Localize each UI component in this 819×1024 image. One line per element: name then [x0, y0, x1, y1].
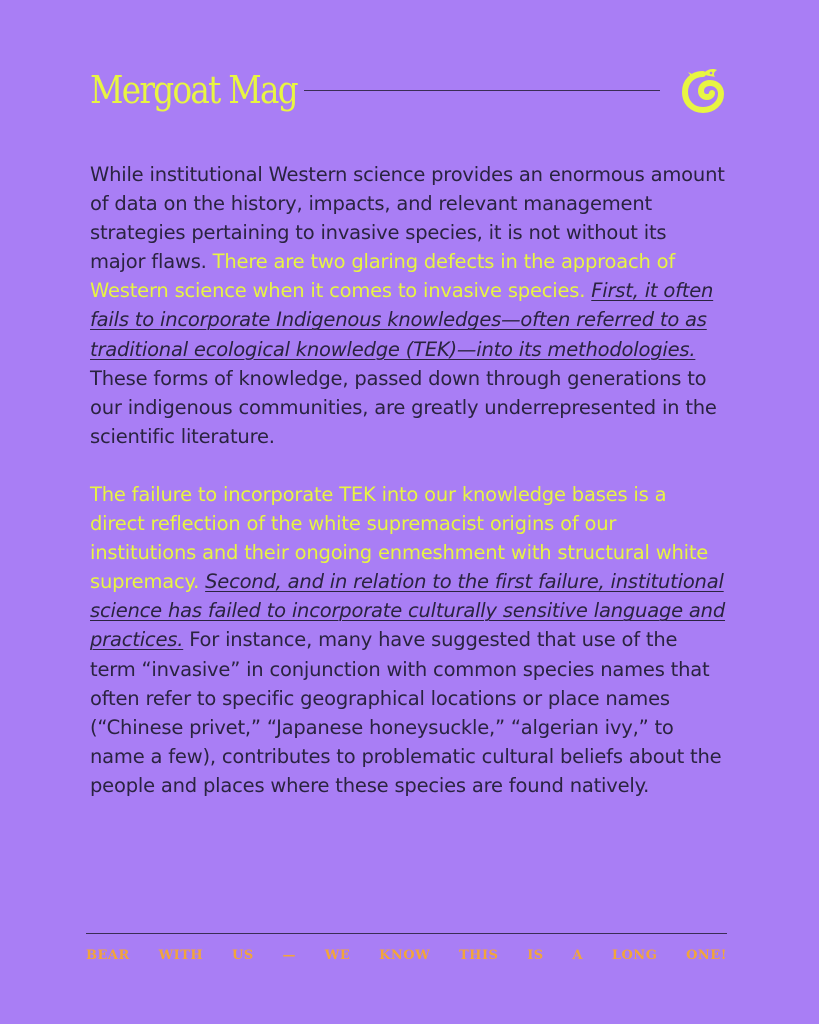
brand-title: Mergoat Mag — [90, 68, 297, 112]
tagline-word: ONE! — [686, 948, 727, 963]
text-highlight: The failure to incorporate TEK into our knowledge bases is a direct reflection of the white supremacist origins of our institutions and their ongoing enmeshment with structural white supremacy. — [90, 482, 709, 594]
text-highlight: There are two glaring defects in the approach of Western science when it comes to invasive species. — [90, 250, 676, 303]
tagline-word: LONG — [611, 948, 658, 963]
tagline-word: US — [232, 948, 254, 963]
tagline-word: — — [282, 948, 297, 963]
tagline-word: THIS — [458, 948, 499, 963]
header — [90, 62, 724, 118]
swirl-creature-logo-icon — [682, 66, 724, 114]
tagline-word: IS — [527, 948, 544, 963]
article-paragraph-1 — [90, 160, 726, 451]
footer-divider — [86, 933, 727, 934]
article-body — [90, 160, 726, 800]
tagline-word: KNOW — [379, 948, 431, 963]
tagline-word: WITH — [158, 948, 204, 963]
text-plain: For instance, many have suggested that use of the term “invasive” in conjunction with common species names that often refer to specific geographical locations or place names (“Chinese privet,” “Japanese honeysuckle,” “algerian ivy,” to name a few), contributes to problematic cultural beliefs about the people and places where these species are found natively. — [90, 628, 722, 797]
text-emphasis: First, it often fails to incorporate Indigenous knowledges—often referred to as traditional ecological knowledge (TEK)—into its methodologies. — [90, 279, 714, 361]
tagline-word: BEAR — [86, 948, 130, 963]
tagline-word: WE — [324, 948, 351, 963]
article-paragraph-2 — [90, 480, 726, 800]
text-plain: While institutional Western science provides an enormous amount of data on the history, impacts, and relevant management strategies pertaining to invasive species, it is not without its major flaws. — [90, 163, 725, 274]
header-divider — [304, 90, 660, 91]
text-plain: These forms of knowledge, passed down through generations to our indigenous communities, are greatly underrepresented in the scientific literature. — [90, 366, 717, 448]
text-emphasis: Second, and in relation to the first failure, institutional science has failed to incorporate culturally sensitive language and practices. — [90, 570, 726, 652]
tagline-word: A — [572, 948, 584, 963]
footer-tagline — [86, 946, 727, 966]
